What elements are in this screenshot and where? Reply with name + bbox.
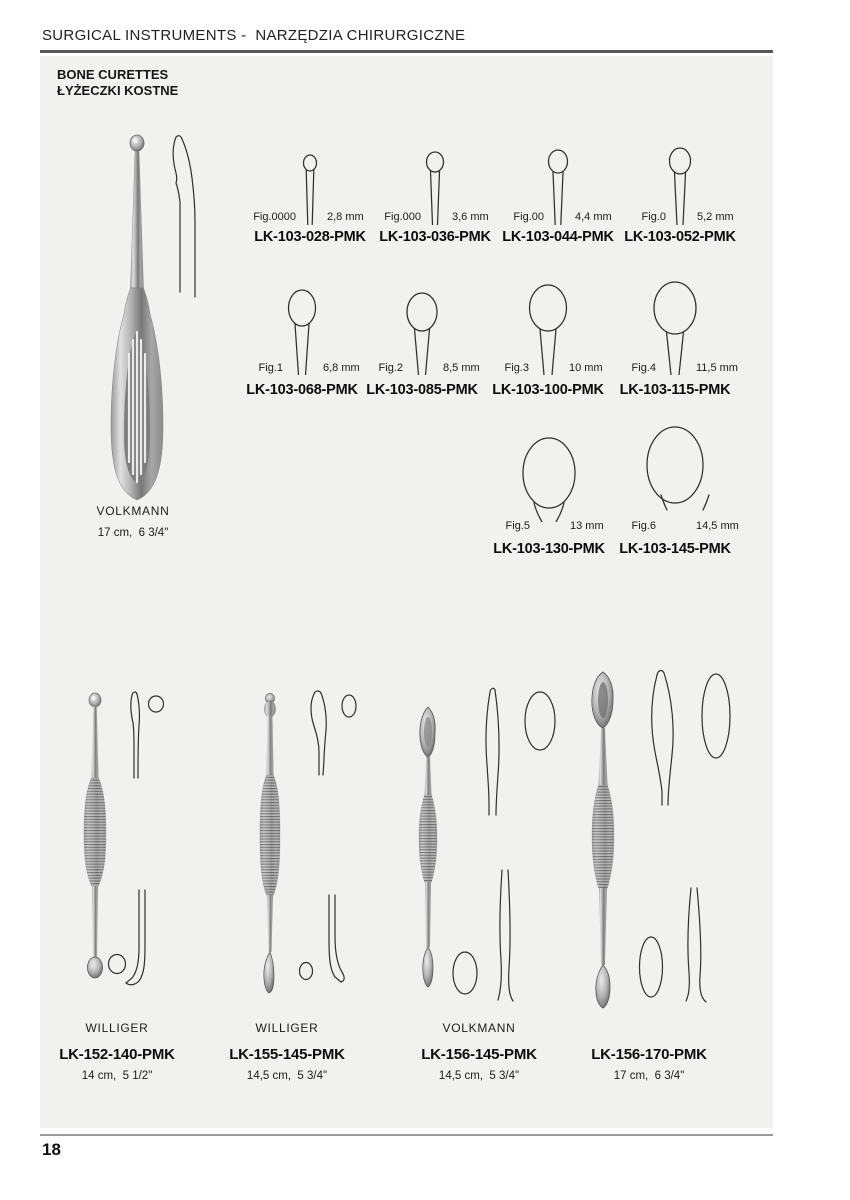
curette-tip-drawing bbox=[615, 280, 735, 375]
product-code: LK-103-115-PMK bbox=[619, 382, 731, 398]
fig-label: Fig.5 bbox=[505, 520, 530, 532]
product-code: LK-156-145-PMK bbox=[421, 1046, 537, 1063]
product-code: LK-103-068-PMK bbox=[246, 382, 358, 398]
curette-tip-drawing bbox=[362, 280, 482, 375]
header-rule bbox=[40, 50, 773, 53]
fig-label: Fig.3 bbox=[504, 362, 529, 374]
size-label: 11,5 mm bbox=[696, 362, 738, 374]
size-label: 4,4 mm bbox=[575, 211, 612, 223]
product-code: LK-103-036-PMK bbox=[379, 229, 491, 245]
instrument-size: 14,5 cm, 5 3/4" bbox=[246, 1070, 328, 1082]
product-code: LK-155-145-PMK bbox=[229, 1046, 345, 1063]
section-title bbox=[57, 67, 178, 99]
instrument-label bbox=[192, 1021, 382, 1082]
instrument-name: WILLIGER bbox=[85, 1021, 149, 1035]
product-code: LK-103-044-PMK bbox=[502, 229, 614, 245]
size-label: 13 mm bbox=[570, 520, 604, 532]
instrument-size: 14,5 cm, 5 3/4" bbox=[438, 1070, 520, 1082]
curette-tip-drawing bbox=[489, 425, 609, 522]
fig-label: Fig.4 bbox=[631, 362, 656, 374]
section-title-en: BONE CURETTES bbox=[57, 67, 169, 82]
volkmann-curette-drawing bbox=[395, 670, 565, 1015]
page-title: SURGICAL INSTRUMENTS - NARZĘDZIA CHIRURGICZNE bbox=[42, 27, 466, 44]
product-code: LK-103-052-PMK bbox=[624, 229, 736, 245]
volkmann-curette-drawing bbox=[558, 660, 748, 1010]
volkmann-curette-drawing bbox=[85, 126, 235, 516]
instrument-name: WILLIGER bbox=[255, 1021, 319, 1035]
fig-label: Fig.00 bbox=[513, 211, 544, 223]
instrument-label bbox=[554, 1021, 744, 1082]
size-label: 6,8 mm bbox=[323, 362, 360, 374]
fig-label: Fig.000 bbox=[384, 211, 421, 223]
fig-label: Fig.0000 bbox=[253, 211, 296, 223]
curette-tip-drawing bbox=[242, 280, 362, 375]
fig-label: Fig.0 bbox=[641, 211, 666, 223]
product-code: LK-103-085-PMK bbox=[366, 382, 478, 398]
instrument-name bbox=[554, 1021, 744, 1036]
size-label: 14,5 mm bbox=[696, 520, 739, 532]
curette-tip-drawing bbox=[488, 280, 608, 375]
fig-label: Fig.1 bbox=[258, 362, 283, 374]
size-label: 8,5 mm bbox=[443, 362, 480, 374]
instrument-size: 17 cm, 6 3/4" bbox=[97, 527, 169, 539]
footer-rule bbox=[40, 1134, 773, 1136]
instrument-name: VOLKMANN bbox=[96, 504, 170, 518]
main-instrument-label bbox=[63, 504, 203, 539]
fig-label: Fig.2 bbox=[378, 362, 403, 374]
instrument-size: 14 cm, 5 1/2" bbox=[81, 1070, 153, 1082]
instrument-label bbox=[384, 1021, 574, 1082]
product-code: LK-103-145-PMK bbox=[619, 541, 731, 557]
curette-tip-drawing bbox=[615, 425, 735, 522]
product-code: LK-103-028-PMK bbox=[254, 229, 366, 245]
product-code: LK-156-170-PMK bbox=[591, 1046, 707, 1063]
fig-label: Fig.6 bbox=[631, 520, 656, 532]
size-label: 3,6 mm bbox=[452, 211, 489, 223]
instrument-name: VOLKMANN bbox=[442, 1021, 516, 1035]
size-label: 5,2 mm bbox=[697, 211, 734, 223]
instrument-label bbox=[22, 1021, 212, 1082]
size-label: 10 mm bbox=[569, 362, 603, 374]
williger-curette-drawing bbox=[55, 690, 185, 990]
size-label: 2,8 mm bbox=[327, 211, 364, 223]
product-code: LK-152-140-PMK bbox=[59, 1046, 175, 1063]
product-code: LK-103-130-PMK bbox=[493, 541, 605, 557]
section-title-pl: ŁYŻECZKI KOSTNE bbox=[57, 83, 179, 98]
page-number: 18 bbox=[42, 1140, 61, 1159]
product-code: LK-103-100-PMK bbox=[492, 382, 604, 398]
instrument-size: 17 cm, 6 3/4" bbox=[613, 1070, 685, 1082]
williger-curette-drawing bbox=[230, 690, 370, 1000]
